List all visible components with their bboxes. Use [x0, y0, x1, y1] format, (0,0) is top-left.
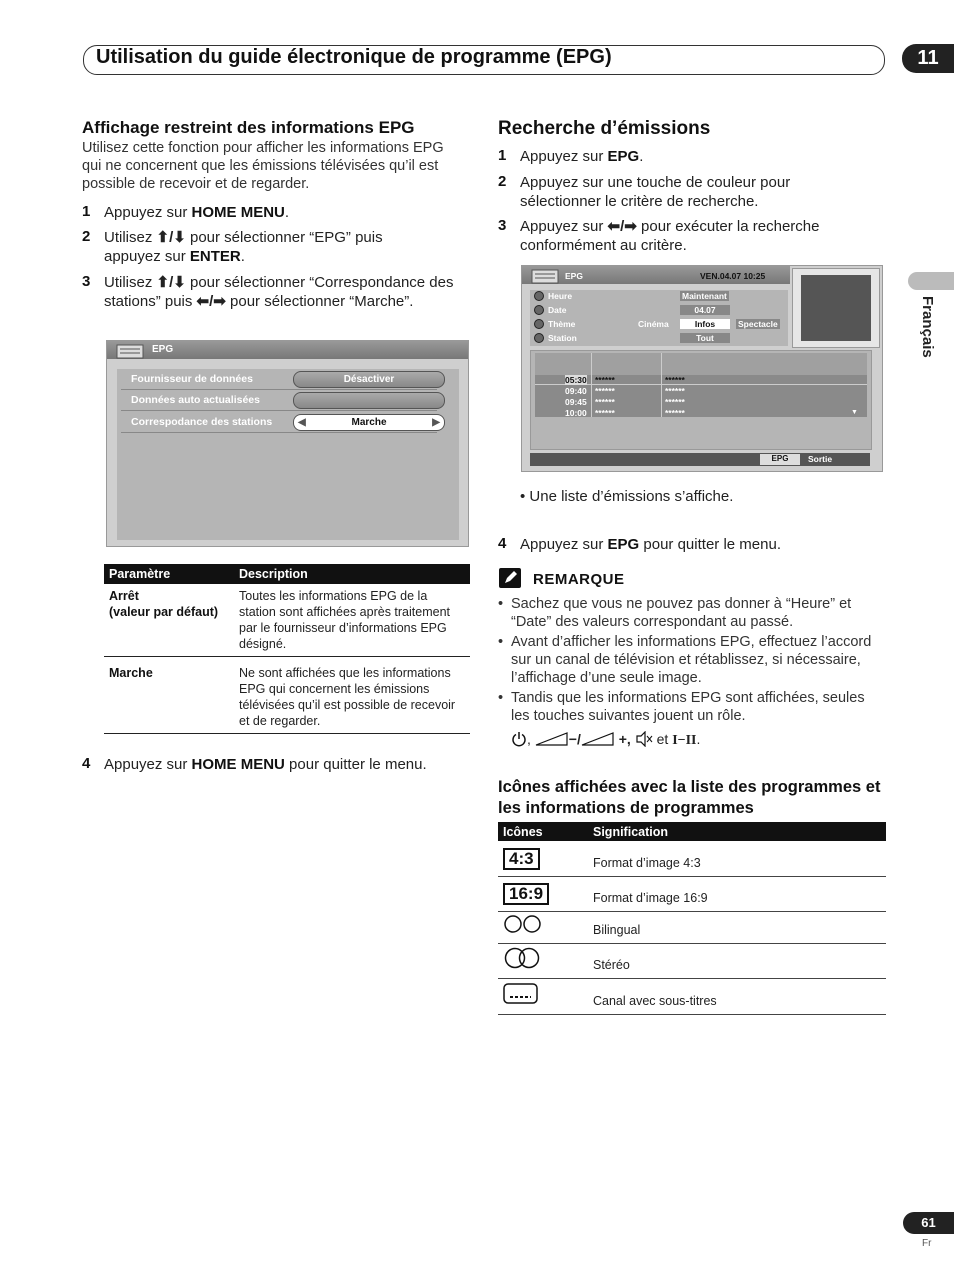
setting-label: Fournisseur de données — [131, 373, 253, 385]
icons-table — [498, 822, 886, 1015]
stereo-icon — [503, 947, 543, 969]
step-number: 3 — [498, 217, 507, 234]
setting-label: Données auto actualisées — [131, 394, 260, 406]
note-pencil-icon — [499, 568, 521, 588]
note-item: Tandis que les informations EPG sont affichées, seules les touches suivantes jouent un rôle. — [511, 690, 865, 724]
page-title: Utilisation du guide électronique de programme (EPG) — [96, 46, 612, 68]
page-number: 61 — [903, 1212, 954, 1234]
aspect-4-3-icon: 4:3 — [503, 848, 540, 870]
footer-bar — [530, 453, 870, 466]
color-key-icon — [534, 319, 544, 329]
program-title: ****** — [595, 375, 615, 385]
bilingual-icon — [503, 914, 543, 934]
time-label: 05:30 — [565, 375, 587, 385]
color-key-icon — [534, 305, 544, 315]
dual-sound-icon: I−II — [672, 733, 697, 748]
active-keys-line: , −/ +, et I−II. — [511, 731, 700, 749]
page-language: Fr — [922, 1238, 932, 1249]
scroll-down-icon[interactable]: ▼ — [851, 409, 858, 416]
criteria-panel — [530, 290, 788, 346]
left-right-arrows-icon: ⬅/➡ — [196, 293, 226, 310]
epg-settings-screen — [106, 340, 469, 547]
left-right-arrows-icon: ⬅/➡ — [607, 218, 637, 235]
column-header: Paramètre — [104, 564, 234, 584]
note-item: Sachez que vous ne pouvez pas donner à “Heure” et “Date” des valeurs correspondant au passé. — [511, 596, 852, 630]
criteria-label: Date — [548, 305, 567, 315]
criteria-option[interactable]: Spectacle — [738, 319, 778, 329]
column-header: Icônes — [498, 822, 588, 841]
step-number: 1 — [82, 203, 91, 220]
step-text: Appuyez sur EPG. — [520, 148, 644, 165]
step-text: Appuyez sur EPG pour quitter le menu. — [520, 536, 781, 553]
arrow-right-icon[interactable]: ▶ — [432, 417, 440, 428]
step-number: 4 — [82, 755, 91, 772]
note-list: • Sachez que vous ne pouvez pas donner à “Heure” et “Date” des valeurs correspondant au passé. • Avant d’afficher les informations EPG, effectuez l’accord sur un canal de télévision et rétablissez, si nécessaire, l’affichage d’une seule image. • Tandis que les informations EPG sont affichées, seules les touches suivantes jouent un rôle. — [498, 595, 878, 725]
section-heading-restricted: Affichage restreint des informations EPG — [82, 118, 415, 137]
color-key-icon — [534, 291, 544, 301]
program-title: ****** — [595, 397, 615, 407]
subtitle-icon — [503, 983, 539, 1005]
program-title: ****** — [665, 375, 685, 385]
up-down-arrows-icon: ⬆/⬇ — [156, 274, 186, 291]
criteria-value-selected[interactable]: Infos — [680, 319, 730, 329]
aspect-16-9-icon: 16:9 — [503, 883, 549, 905]
screen-panel — [117, 369, 459, 540]
step-number: 2 — [82, 228, 91, 245]
program-title: ****** — [665, 408, 685, 418]
chapter-badge: 11 — [902, 44, 954, 73]
program-title: ****** — [595, 386, 615, 396]
time-label: 09:40 — [565, 386, 587, 396]
criteria-label: Station — [548, 333, 577, 343]
data-provider-option[interactable]: Désactiver — [293, 371, 445, 388]
step-number: 1 — [498, 147, 507, 164]
setting-label: Correspodance des stations — [131, 416, 273, 428]
criteria-label: Thème — [548, 319, 576, 329]
up-down-arrows-icon: ⬆/⬇ — [156, 229, 186, 246]
program-title: ****** — [595, 408, 615, 418]
table-row: 16:9 Format d’image 16:9 — [498, 876, 886, 911]
step-number: 4 — [498, 535, 507, 552]
note-item: Avant d’afficher les informations EPG, effectuez l’accord sur un canal de télévision et rétablissez, si nécessaire, l’affichage d’une seule image. — [511, 634, 872, 686]
note-title: REMARQUE — [533, 571, 625, 588]
result-bullet: • Une liste d’émissions s’affiche. — [520, 488, 734, 505]
volume-icon — [581, 732, 615, 746]
icons-section-heading: Icônes affichées avec la liste des programmes et les informations de programmes — [498, 778, 881, 817]
volume-icon — [535, 732, 569, 746]
epg-icon — [115, 342, 149, 360]
auto-update-option[interactable] — [293, 392, 445, 409]
station-matching-option[interactable]: ◀ Marche ▶ — [293, 414, 445, 431]
step-text: Appuyez sur ⬅/➡ pour exécuter la recherche conformément au critère. — [520, 218, 820, 254]
color-key-icon — [534, 333, 544, 343]
arrow-left-icon[interactable]: ◀ — [298, 417, 306, 428]
screen-datetime: VEN.04.07 10:25 — [700, 271, 766, 281]
table-row: 4:3 Format d’image 4:3 — [498, 841, 886, 876]
step-text: Appuyez sur HOME MENU. — [104, 204, 290, 221]
step-number: 2 — [498, 173, 507, 190]
step-text: Appuyez sur HOME MENU pour quitter le menu. — [104, 756, 427, 773]
language-tab — [908, 272, 954, 290]
table-row: Bilingual — [498, 911, 886, 943]
program-title: ****** — [665, 397, 685, 407]
power-icon — [511, 731, 527, 747]
criteria-value[interactable]: Tout — [680, 333, 730, 343]
step-text: Utilisez ⬆/⬇ pour sélectionner “Correspondance des stations” puis ⬅/➡ pour sélectionner “Marche”. — [104, 274, 454, 310]
parameter-table — [104, 564, 470, 734]
screen-title: EPG — [565, 271, 583, 281]
program-list-panel — [530, 350, 872, 450]
epg-icon — [530, 267, 564, 285]
criteria-label: Heure — [548, 291, 573, 301]
mute-icon — [635, 731, 653, 747]
screen-title-bar — [107, 341, 468, 359]
step-number: 3 — [82, 273, 91, 290]
section-heading-search: Recherche d’émissions — [498, 118, 711, 139]
table-row: Arrêt (valeur par défaut) Toutes les informations EPG de la station sont affichées après traitement par le fournisseur d’informations EPG désigné. — [104, 584, 470, 657]
step-text: Appuyez sur une touche de couleur pour sélectionner le critère de recherche. — [520, 174, 791, 210]
intro-text: Utilisez cette fonction pour afficher les informations EPG qui ne concernent que les émissions télévisées qu’il est possible de recevoir et de regarder. — [82, 140, 444, 192]
epg-search-screen — [521, 265, 883, 472]
step-text: Utilisez ⬆/⬇ pour sélectionner “EPG” puis appuyez sur ENTER. — [104, 229, 383, 265]
time-label: 09:45 — [565, 397, 587, 407]
language-label: Français — [919, 296, 936, 358]
column-header: Description — [234, 564, 470, 584]
table-row: Canal avec sous-titres — [498, 978, 886, 1014]
epg-key-badge[interactable]: EPG — [760, 454, 800, 465]
screen-title: EPG — [152, 344, 174, 355]
table-row: Stéréo — [498, 943, 886, 978]
criteria-option[interactable]: Cinéma — [638, 319, 669, 329]
table-row: Marche Ne sont affichées que les informations EPG qui concernent les émissions télévisées qu’il est possible de recevoir et de regarder. — [104, 657, 470, 734]
column-header: Signification — [588, 822, 886, 841]
criteria-value[interactable]: 04.07 — [680, 305, 730, 315]
criteria-value[interactable]: Maintenant — [682, 291, 727, 301]
preview-window — [801, 275, 871, 341]
time-label: 10:00 — [565, 408, 587, 418]
exit-label: Sortie — [808, 454, 833, 464]
preview-frame — [792, 268, 880, 348]
program-title: ****** — [665, 386, 685, 396]
